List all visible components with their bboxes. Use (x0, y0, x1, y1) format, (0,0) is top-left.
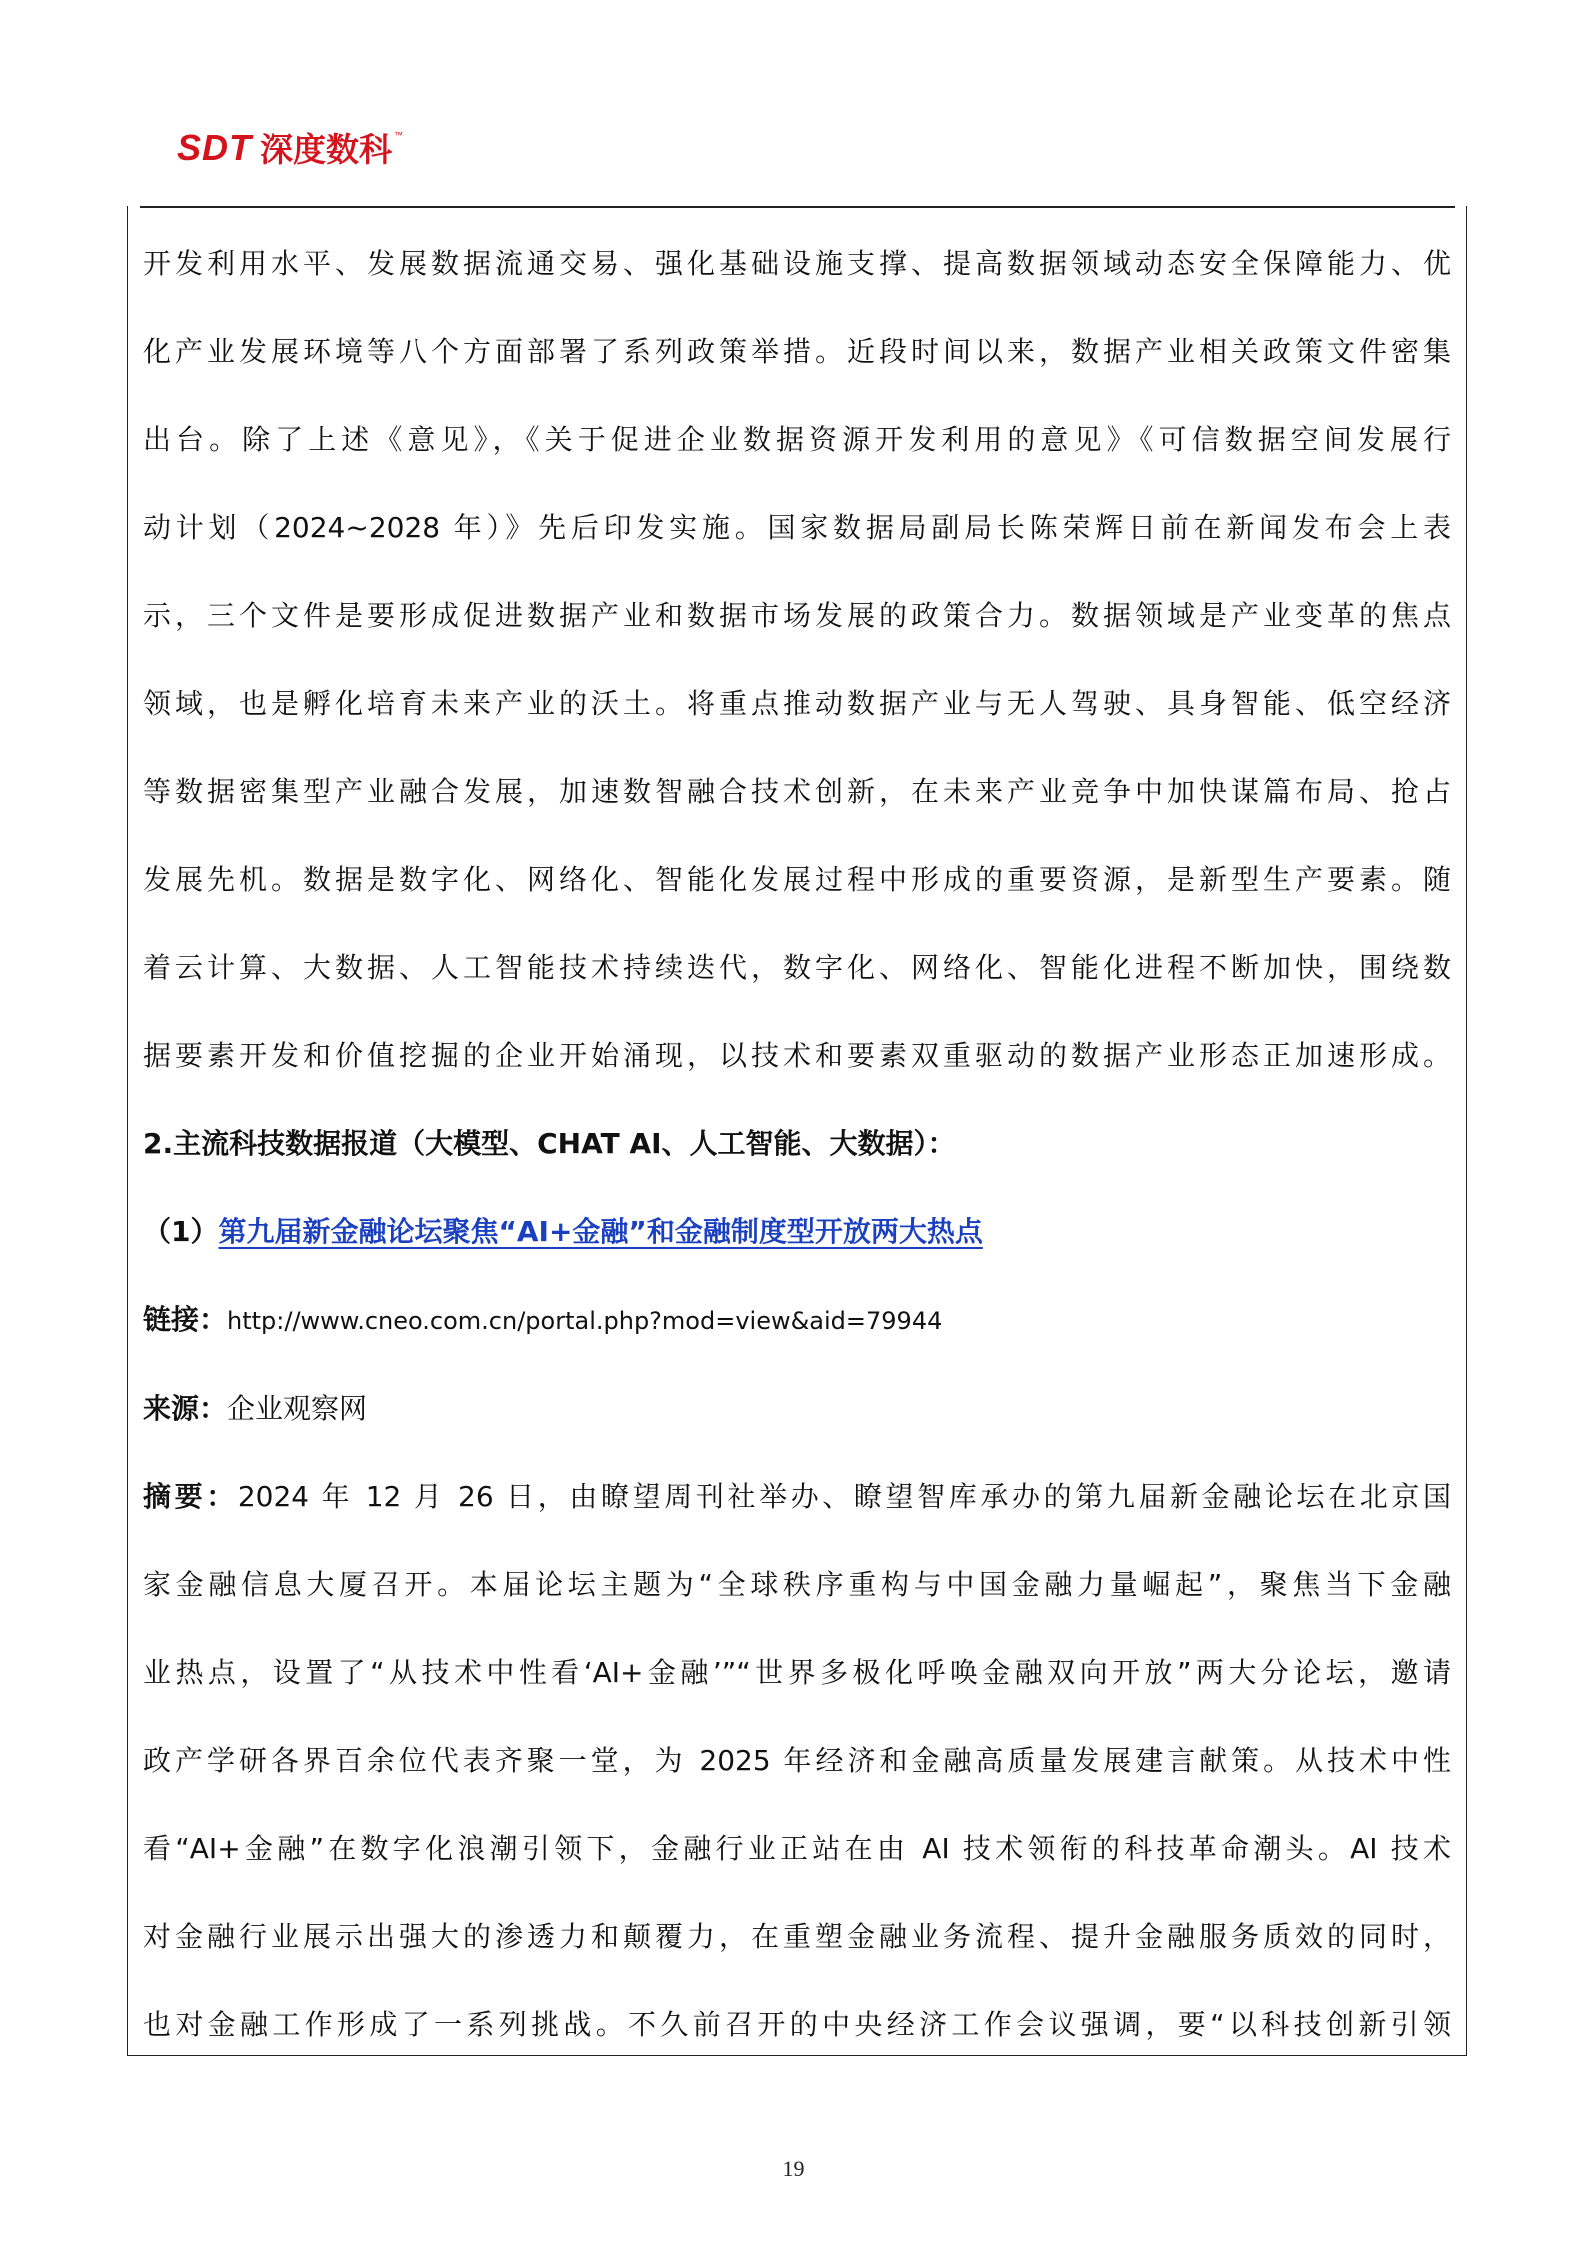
intro-line: 示，三个文件是要形成促进数据产业和数据市场发展的政策合力。数据领域是产业变革的焦点 (143, 599, 1451, 632)
intro-line: 化产业发展环境等八个方面部署了系列政策举措。近段时间以来，数据产业相关政策文件密集 (143, 335, 1451, 368)
summary-line: 业热点，设置了“从技术中性看‘AI+金融’”“世界多极化呼唤金融双向开放”两大分论坛，邀请 (143, 1656, 1451, 1689)
summary-line (143, 1453, 1451, 1541)
company-logo (177, 127, 403, 169)
section-heading: 2.主流科技数据报道（大模型、CHAT AI、人工智能、大数据）： (143, 1127, 956, 1160)
intro-line: 出台。除了上述《意见》，《关于促进企业数据资源开发利用的意见》《可信数据空间发展行 (143, 423, 1451, 456)
summary-paragraph (143, 1453, 1451, 2069)
summary-label: 摘要： (143, 1480, 238, 1513)
article-title-link[interactable]: 第九届新金融论坛聚焦“AI+金融”和金融制度型开放两大热点 (218, 1215, 983, 1248)
link-url[interactable]: http://www.cneo.com.cn/portal.php?mod=view&aid=79944 (227, 1307, 943, 1335)
intro-line: 领域，也是孵化培育未来产业的沃土。将重点推动数据产业与无人驾驶、具身智能、低空经济 (143, 687, 1451, 720)
intro-line: 据要素开发和价值挖掘的企业开始涌现，以技术和要素双重驱动的数据产业形态正加速形成。 (143, 1039, 1451, 1072)
summary-line: 政产学研各界百余位代表齐聚一堂，为 2025 年经济和金融高质量发展建言献策。从技术中性 (143, 1744, 1451, 1777)
summary-text: 2024 年 12 月 26 日，由瞭望周刊社举办、瞭望智库承办的第九届新金融论坛在北京国 (237, 1480, 1451, 1513)
article-title-row (143, 1188, 1451, 1276)
intro-line: 着云计算、大数据、人工智能技术持续迭代，数字化、网络化、智能化进程不断加快，围绕数 (143, 951, 1451, 984)
page-number: 19 (782, 2156, 805, 2181)
source-row (143, 1365, 1451, 1453)
content-frame (127, 206, 1467, 2056)
logo-mark: SDT (177, 127, 252, 168)
logo-name: 深度数科 (260, 130, 392, 169)
intro-paragraph (143, 220, 1451, 1100)
intro-line: 开发利用水平、发展数据流通交易、强化基础设施支撑、提高数据领域动态安全保障能力、优 (143, 247, 1451, 280)
link-row (143, 1276, 1451, 1365)
source-value: 企业观察网 (227, 1392, 368, 1425)
source-label: 来源： (143, 1392, 228, 1425)
summary-line: 家金融信息大厦召开。本届论坛主题为“全球秩序重构与中国金融力量崛起”，聚焦当下金融 (143, 1568, 1451, 1601)
summary-line: 看“AI+金融”在数字化浪潮引领下，金融行业正站在由 AI 技术领衔的科技革命潮头。AI 技术 (143, 1832, 1451, 1865)
intro-line: 动计划（2024~2028 年）》先后印发实施。国家数据局副局长陈荣辉日前在新闻发布会上表 (143, 511, 1451, 544)
intro-line: 发展先机。数据是数字化、网络化、智能化发展过程中形成的重要资源，是新型生产要素。随 (143, 863, 1451, 896)
article-number: （1） (143, 1215, 219, 1248)
summary-line: 也对金融工作形成了一系列挑战。不久前召开的中央经济工作会议强调，要“以科技创新引领 (143, 2008, 1451, 2041)
intro-line: 等数据密集型产业融合发展，加速数智融合技术创新，在未来产业竞争中加快谋篇布局、抢占 (143, 775, 1451, 808)
logo-trademark: ™ (394, 130, 403, 140)
link-label: 链接： (143, 1303, 228, 1336)
summary-line: 对金融行业展示出强大的渗透力和颠覆力，在重塑金融业务流程、提升金融服务质效的同时， (143, 1920, 1451, 1953)
